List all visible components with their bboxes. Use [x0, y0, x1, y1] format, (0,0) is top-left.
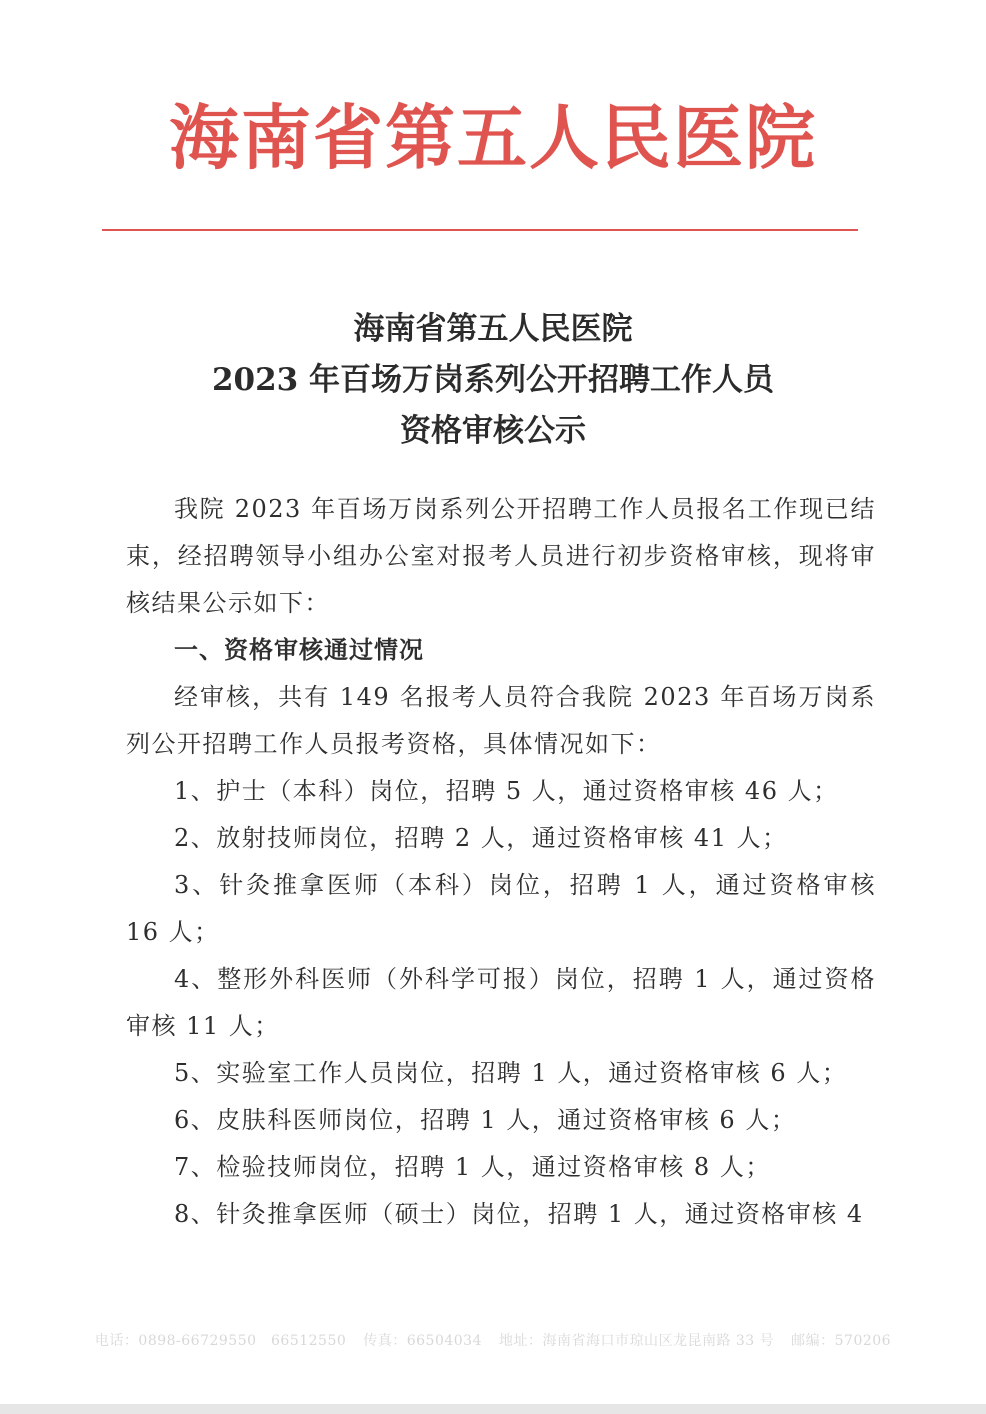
intro-paragraph: 我院 2023 年百场万岗系列公开招聘工作人员报名工作现已结束，经招聘领导小组办公室对报考人员进行初步资格审核，现将审核结果公示如下：	[126, 495, 876, 617]
letterhead-organization-name: 海南省第五人民医院	[169, 97, 817, 179]
list-item: 6、皮肤科医师岗位，招聘 1 人，通过资格审核 6 人；	[174, 1106, 797, 1134]
list-item: 7、检验技师岗位，招聘 1 人，通过资格审核 8 人；	[174, 1153, 771, 1181]
footer-fax: 传真：66504034	[363, 1333, 482, 1349]
list-item: 4、整形外科医师（外科学可报）岗位，招聘 1 人，通过资格审核 11 人；	[126, 965, 876, 1040]
letterhead-footer	[0, 1330, 986, 1350]
footer-postcode: 邮编：570206	[791, 1333, 892, 1349]
letterhead-red-rule	[102, 229, 858, 231]
section-intro-paragraph: 经审核，共有 149 名报考人员符合我院 2023 年百场万岗系列公开招聘工作人员报考资格，具体情况如下：	[126, 683, 876, 758]
list-item: 5、实验室工作人员岗位，招聘 1 人，通过资格审核 6 人；	[174, 1059, 848, 1087]
title-line-3: 资格审核公示	[400, 413, 586, 449]
list-item: 2、放射技师岗位，招聘 2 人，通过资格审核 41 人；	[174, 824, 788, 852]
list-item: 3、针灸推拿医师（本科）岗位，招聘 1 人，通过资格审核 16 人；	[126, 871, 876, 946]
list-item: 1、护士（本科）岗位，招聘 5 人，通过资格审核 46 人；	[174, 777, 839, 805]
document-title	[0, 304, 986, 457]
footer-phone: 电话：0898-66729550 66512550	[94, 1333, 347, 1349]
title-line-1: 海南省第五人民医院	[353, 311, 633, 347]
footer-address: 地址：海南省海口市琼山区龙昆南路 33 号	[498, 1333, 775, 1349]
list-item: 8、针灸推拿医师（硕士）岗位，招聘 1 人，通过资格审核 4	[174, 1200, 864, 1228]
document-body	[126, 486, 876, 1238]
section-heading: 一、资格审核通过情况	[174, 636, 424, 664]
page-bottom-edge	[0, 1404, 986, 1414]
title-line-2: 2023 年百场万岗系列公开招聘工作人员	[211, 362, 775, 398]
